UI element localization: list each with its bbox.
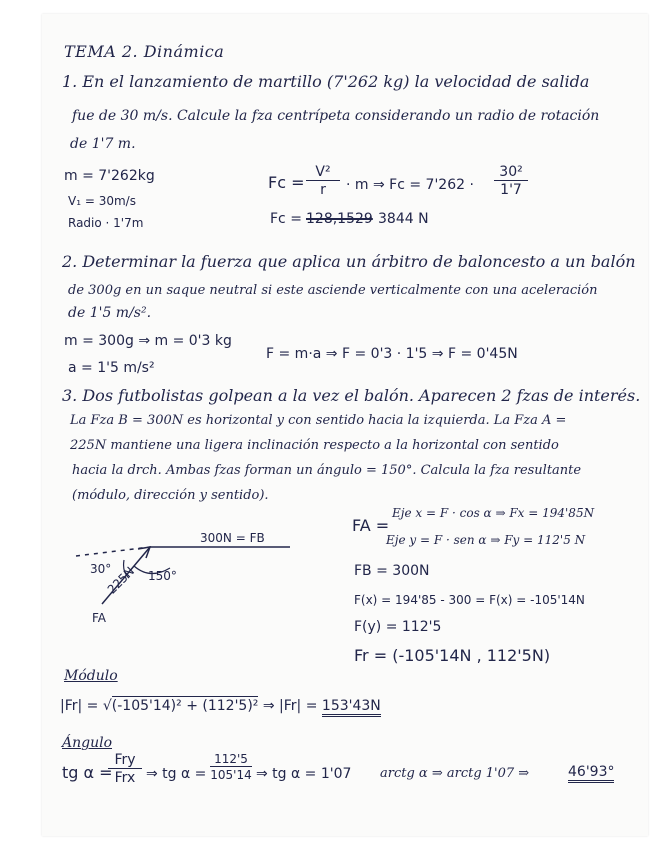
eje-y-line: Eje y = F · sen α ⇒ Fy = 112'5 N xyxy=(386,533,586,547)
fraction-numerator: 112'5 xyxy=(210,752,252,767)
angulo-heading: Ángulo xyxy=(62,735,113,751)
angulo-arctg: arctg α ⇒ arctg 1'07 ⇒ xyxy=(380,766,530,781)
fraction-denominator: 1'7 xyxy=(500,182,522,198)
fraction-numerator: Fry xyxy=(108,752,142,769)
fraction-denominator: 105'14 xyxy=(210,768,252,782)
problem2-acceleration: a = 1'5 m/s² xyxy=(68,360,155,376)
problem1-crossed-value: 128,1529 xyxy=(306,211,373,227)
problem1-formula-prefix: Fc = xyxy=(268,173,305,192)
problem3-line2: La Fza B = 300N es horizontal y con sentido hacia la izquierda. La Fza A = xyxy=(70,413,567,428)
sqrt-icon: √ xyxy=(102,698,112,714)
problem3-line5: (módulo, dirección y sentido). xyxy=(72,488,269,503)
angulo-tg-prefix: tg α = xyxy=(62,763,113,782)
modulo-formula xyxy=(60,698,381,714)
angulo-result: 46'93° xyxy=(568,764,614,783)
fraction-denominator: r xyxy=(320,182,326,198)
problem1-mass: m = 7'262kg xyxy=(64,168,155,184)
problem2-line1: 2. Determinar la fuerza que aplica un árbitro de baloncesto a un balón xyxy=(62,252,636,271)
problem2-line3: de 1'5 m/s². xyxy=(68,305,152,321)
diagram-label-fa: FA xyxy=(92,611,107,625)
problem2-mass: m = 300g ⇒ m = 0'3 kg xyxy=(64,333,232,349)
problem1-formula-mid: · m ⇒ Fc = 7'262 · xyxy=(346,177,474,193)
diagram-label-225: 225N xyxy=(104,564,138,597)
modulo-root: (-105'14)² + (112'5)² xyxy=(111,698,259,714)
diagram-label-fb: 300N = FB xyxy=(200,531,265,545)
modulo-left: |Fr| = xyxy=(60,698,103,714)
fraction-numerator: 30² xyxy=(494,164,528,181)
angulo-mid1: ⇒ tg α = xyxy=(146,766,207,782)
problem3-line3: 225N mantiene una ligera inclinación respecto a la horizontal con sentido xyxy=(70,438,559,453)
diagram-label-30: 30° xyxy=(90,562,112,576)
fraction-numerator: V² xyxy=(306,164,340,181)
problem1-line2: fue de 30 m/s. Calcule la fza centrípeta considerando un radio de rotación xyxy=(72,108,600,124)
problem1-line3: de 1'7 m. xyxy=(70,136,136,152)
problem1-radius: Radio · 1'7m xyxy=(68,216,144,230)
problem2-line2: de 300g en un saque neutral si este asciende verticalmente con una aceleración xyxy=(68,283,598,298)
diagram-label-150: 150° xyxy=(148,569,177,583)
fb-value: FB = 300N xyxy=(354,563,430,579)
angulo-mid2: ⇒ tg α = 1'07 xyxy=(256,766,352,782)
fx-calculation: F(x) = 194'85 - 300 = F(x) = -105'14N xyxy=(354,593,585,607)
problem1-line1: 1. En el lanzamiento de martillo (7'262 kg) la velocidad de salida xyxy=(62,72,590,91)
angulo-fraction-values xyxy=(210,752,252,782)
page-title: TEMA 2. Dinámica xyxy=(64,42,225,61)
angulo-fraction-fry-frx xyxy=(108,752,142,786)
problem3-line4: hacia la drch. Ambas fzas forman un ángulo = 150°. Calcula la fza resultante xyxy=(72,463,582,478)
problem2-formula: F = m·a ⇒ F = 0'3 · 1'5 ⇒ F = 0'45N xyxy=(266,346,518,362)
fraction-denominator: Frx xyxy=(114,770,136,786)
fr-vector: Fr = (-105'14N , 112'5N) xyxy=(354,646,551,665)
problem1-result-prefix: Fc = xyxy=(270,211,302,227)
modulo-heading: Módulo xyxy=(64,668,118,684)
fa-label: FA = xyxy=(352,516,390,535)
problem1-result-value: 3844 N xyxy=(378,211,429,227)
modulo-result: 153'43N xyxy=(322,698,381,717)
problem1-velocity: V₁ = 30m/s xyxy=(68,194,136,208)
modulo-right: ⇒ |Fr| = xyxy=(258,698,322,714)
eje-x-line: Eje x = F · cos α ⇒ Fx = 194'85N xyxy=(392,506,595,520)
problem3-line1: 3. Dos futbolistas golpean a la vez el balón. Aparecen 2 fzas de interés. xyxy=(62,386,641,405)
fy-value: F(y) = 112'5 xyxy=(354,619,442,635)
